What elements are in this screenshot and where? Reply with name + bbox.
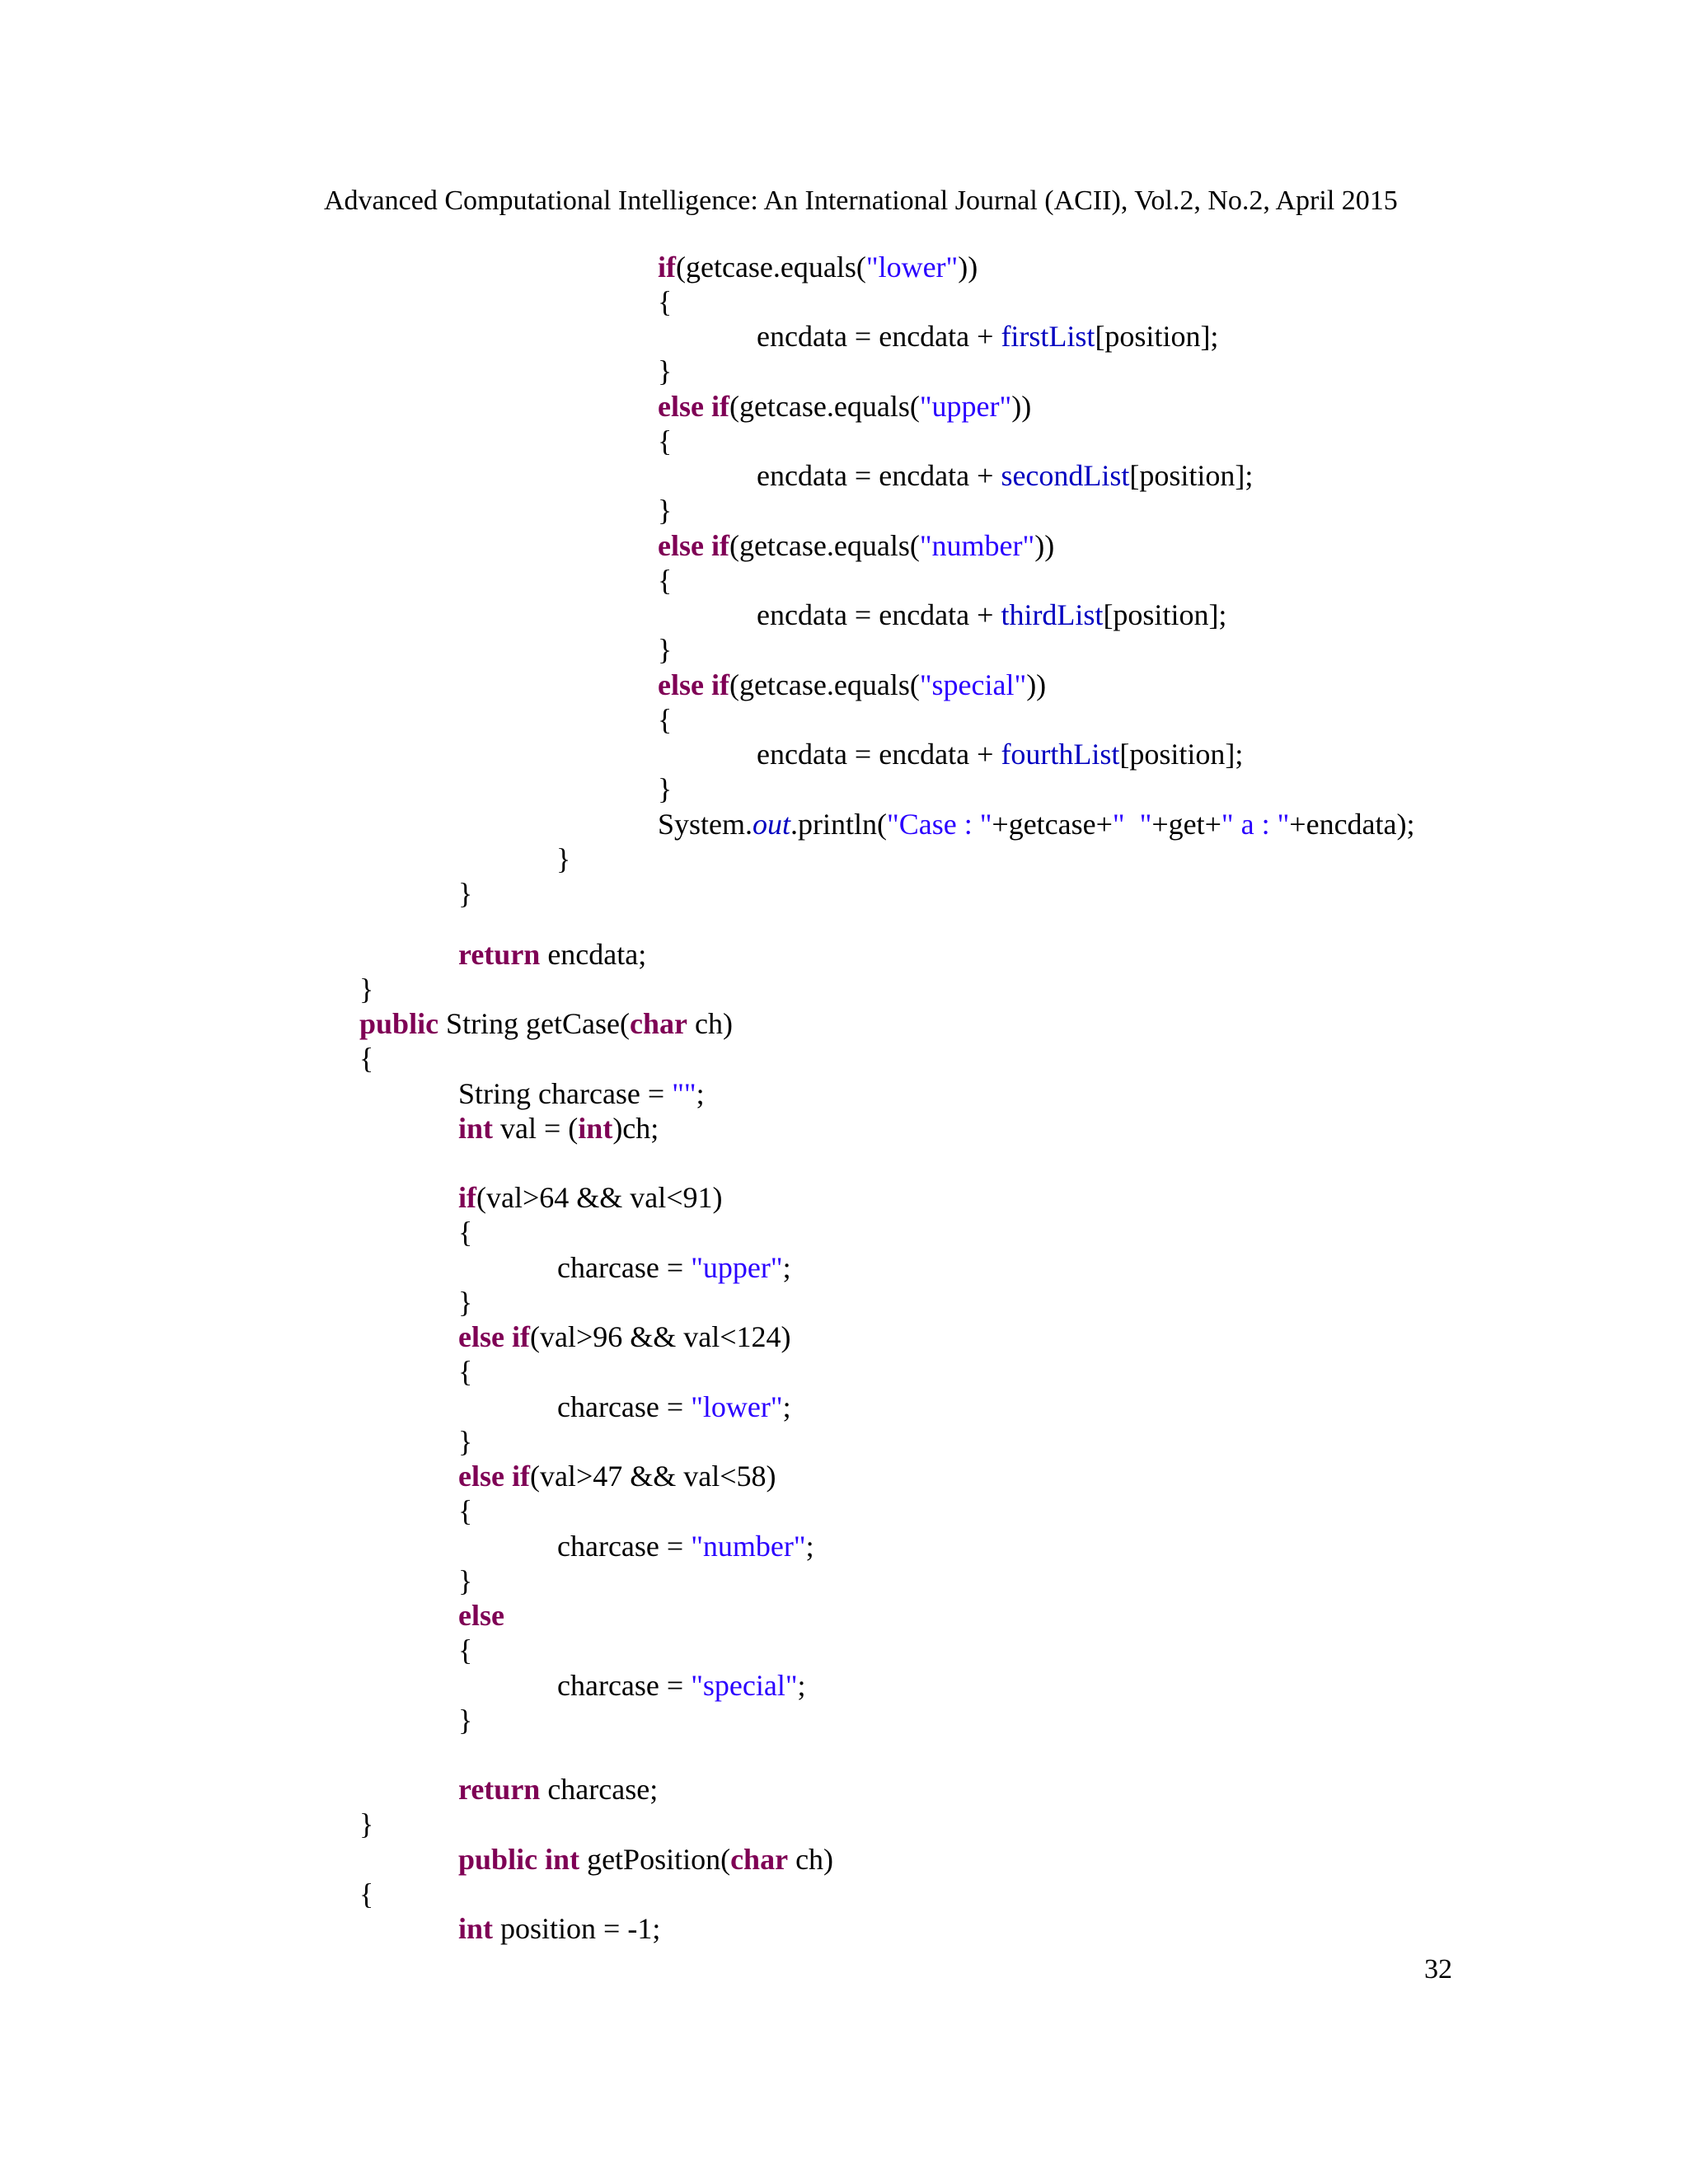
code-text: )ch; (612, 1112, 659, 1145)
code-text: { (658, 564, 673, 597)
code-line (458, 1493, 472, 1529)
code-line (458, 1319, 791, 1355)
code-text: } (458, 877, 473, 910)
field-reference: secondList (1001, 459, 1130, 492)
code-text: } (658, 772, 673, 805)
code-line (757, 736, 1243, 772)
field-reference: firstList (1001, 320, 1095, 353)
code-line (557, 1389, 791, 1425)
code-line (458, 1910, 660, 1947)
keyword-token: if (658, 251, 676, 284)
code-line (556, 841, 570, 877)
code-text: { (458, 1494, 473, 1527)
code-line (458, 1423, 472, 1460)
keyword-token: public (359, 1007, 439, 1040)
code-line (658, 284, 672, 320)
keyword-token: return (458, 938, 541, 971)
code-text: .println( (790, 808, 888, 841)
code-text: charcase = (557, 1530, 692, 1563)
code-text: } (359, 1807, 374, 1840)
code-text: [position]; (1095, 320, 1219, 353)
code-line (458, 1179, 723, 1216)
code-text: charcase = (557, 1251, 692, 1284)
field-reference: fourthList (1001, 738, 1120, 771)
code-text: (getcase.equals( (729, 668, 920, 701)
code-text: +encdata); (1289, 808, 1415, 841)
page-number: 32 (1424, 1954, 1452, 1985)
code-text: ; (805, 1530, 814, 1563)
code-line (458, 1632, 472, 1668)
code-text: ; (797, 1669, 806, 1702)
code-text: } (658, 494, 673, 527)
code-line (658, 527, 1054, 564)
code-line (458, 1110, 659, 1146)
code-text: { (658, 424, 673, 457)
keyword-token: else (458, 1599, 504, 1632)
code-line (757, 597, 1226, 633)
keyword-token: int (458, 1912, 494, 1945)
code-line (359, 971, 373, 1007)
code-line (557, 1249, 791, 1286)
code-line (458, 1284, 472, 1320)
code-text: { (658, 703, 673, 736)
code-text: getPosition( (579, 1843, 731, 1876)
string-literal: " a : " (1221, 808, 1290, 841)
code-text: String charcase = (458, 1077, 673, 1110)
code-text: (val>47 && val<58) (529, 1460, 776, 1493)
code-text: { (359, 1877, 374, 1910)
code-text: } (556, 842, 571, 875)
code-text: ch) (788, 1843, 834, 1876)
code-text: } (458, 1425, 473, 1458)
string-literal: "upper" (919, 390, 1012, 423)
code-text: +get+ (1151, 808, 1221, 841)
code-text: { (458, 1216, 473, 1249)
code-text: (val>96 && val<124) (529, 1320, 791, 1353)
code-line (557, 1528, 814, 1564)
keyword-token: else if (658, 668, 729, 701)
code-text: charcase; (540, 1773, 659, 1806)
code-text: { (458, 1355, 473, 1388)
code-line (658, 249, 978, 285)
code-line (359, 1005, 733, 1042)
field-reference: thirdList (1001, 598, 1104, 631)
string-literal: "special" (919, 668, 1027, 701)
keyword-token: public int (458, 1843, 580, 1876)
code-line (658, 388, 1031, 424)
string-literal: "Case : " (887, 808, 992, 841)
code-text: [position]; (1129, 459, 1254, 492)
code-line (359, 1806, 373, 1842)
code-line (658, 806, 1415, 842)
code-text: } (359, 972, 374, 1005)
code-line (658, 701, 672, 738)
code-text: )) (958, 251, 978, 284)
code-line (658, 771, 672, 807)
code-text: encdata; (540, 938, 647, 971)
code-text: encdata = encdata + (757, 459, 1001, 492)
code-text: +getcase+ (992, 808, 1113, 841)
string-literal: "lower" (865, 251, 959, 284)
code-text: )) (1011, 390, 1032, 423)
keyword-token: int (578, 1112, 613, 1145)
keyword-token: else if (658, 529, 729, 562)
code-text: [position]; (1119, 738, 1244, 771)
code-line (658, 562, 672, 598)
code-line (757, 457, 1253, 494)
code-text: { (658, 285, 673, 318)
code-line (757, 318, 1218, 354)
code-line (458, 1353, 472, 1390)
code-text: String getCase( (438, 1007, 631, 1040)
keyword-token: char (630, 1007, 687, 1040)
code-text: charcase = (557, 1390, 692, 1423)
code-text: )) (1026, 668, 1047, 701)
code-text: [position]; (1103, 598, 1227, 631)
code-line (658, 492, 672, 528)
code-line (458, 1702, 472, 1738)
static-field: out (753, 808, 791, 841)
code-text: charcase = (557, 1669, 692, 1702)
code-text: (getcase.equals( (729, 529, 920, 562)
code-line (658, 667, 1046, 703)
code-text: encdata = encdata + (757, 598, 1001, 631)
code-line (458, 875, 472, 912)
code-text: } (458, 1704, 473, 1736)
running-header: Advanced Computational Intelligence: An International Journal (ACII), Vol.2, No.2, April 2015 (324, 185, 1398, 216)
keyword-token: return (458, 1773, 541, 1806)
keyword-token: char (730, 1843, 789, 1876)
code-text: } (458, 1564, 473, 1597)
keyword-token: else if (458, 1460, 530, 1493)
code-text: { (359, 1042, 374, 1075)
code-text: ; (782, 1251, 791, 1284)
code-line (359, 1040, 373, 1076)
code-line (658, 423, 672, 459)
code-text: encdata = encdata + (757, 320, 1001, 353)
code-text: val = ( (493, 1112, 579, 1145)
code-line (458, 1841, 833, 1877)
code-text: position = -1; (493, 1912, 661, 1945)
code-line (359, 1876, 373, 1912)
keyword-token: if (458, 1181, 476, 1214)
string-literal: "number" (919, 529, 1035, 562)
string-literal: "number" (691, 1530, 806, 1563)
string-literal: "" (672, 1077, 696, 1110)
code-text: (val>64 && val<91) (476, 1181, 723, 1214)
code-line (658, 353, 672, 389)
code-line (557, 1667, 806, 1704)
code-line (458, 1771, 658, 1807)
code-line (458, 1597, 504, 1633)
code-text: } (658, 354, 673, 387)
code-text: } (658, 633, 673, 666)
code-text: encdata = encdata + (757, 738, 1001, 771)
code-text: ch) (687, 1007, 733, 1040)
string-literal: " " (1112, 808, 1152, 841)
code-text: (getcase.equals( (676, 251, 866, 284)
keyword-token: else if (658, 390, 729, 423)
code-line (458, 1214, 472, 1250)
code-text: )) (1034, 529, 1055, 562)
keyword-token: else if (458, 1320, 530, 1353)
code-line (458, 936, 646, 972)
code-text: System. (658, 808, 753, 841)
code-line (458, 1563, 472, 1599)
string-literal: "lower" (691, 1390, 783, 1423)
code-line (458, 1076, 705, 1112)
string-literal: "upper" (691, 1251, 783, 1284)
code-line (458, 1458, 776, 1494)
code-text: ; (696, 1077, 705, 1110)
code-text: (getcase.equals( (729, 390, 920, 423)
string-literal: "special" (691, 1669, 798, 1702)
code-text: ; (782, 1390, 791, 1423)
code-text: { (458, 1633, 473, 1666)
code-text: } (458, 1286, 473, 1319)
code-line (658, 631, 672, 668)
keyword-token: int (458, 1112, 494, 1145)
